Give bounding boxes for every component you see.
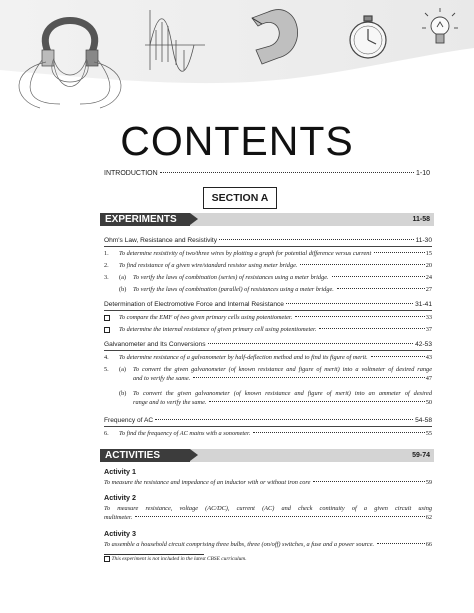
- dot-leader: [300, 264, 424, 265]
- entry-page: 59: [425, 479, 432, 486]
- entry-text-row: [119, 249, 432, 258]
- entry-number: 4.: [104, 354, 109, 361]
- entry-text: To find resistance of a given wire/standard resistor using meter bridge.: [119, 262, 298, 269]
- entry-text-row: [133, 374, 432, 383]
- entry-text-row: [119, 353, 432, 362]
- entry-number: 1.: [104, 250, 109, 257]
- entry-text: To assemble a household circuit comprising three bulbs, three (on/off) switches, a fuse and a power source.: [104, 541, 375, 548]
- footnote-rule: [104, 554, 204, 555]
- dot-leader: [219, 239, 414, 240]
- entry-page: 37: [425, 326, 432, 333]
- entry-text-row: [119, 325, 432, 334]
- group-pages: 54-58: [415, 417, 432, 424]
- divider: [104, 426, 432, 427]
- entry-text-row: [133, 273, 432, 282]
- toc-entry[interactable]: [104, 365, 432, 385]
- dot-leader: [286, 303, 413, 304]
- arrow-shape: [190, 449, 198, 461]
- entry-number: 6.: [104, 430, 109, 437]
- section-heading: SECTION A: [203, 187, 277, 209]
- group-heading[interactable]: [104, 237, 432, 244]
- entry-page: 55: [425, 430, 432, 437]
- arrow-shape: [190, 213, 198, 225]
- entry-text: To verify the laws of combination (series) of resistances using a meter bridge.: [133, 274, 329, 281]
- entry-text: To determine resistivity of two/three wires by plotting a graph for potential difference versus current: [119, 250, 372, 257]
- entry-text: To verify the laws of combination (parallel) of resistances using a meter bridge.: [133, 286, 334, 293]
- entry-page: 20: [425, 262, 432, 269]
- dot-leader: [135, 516, 425, 517]
- activities-label: ACTIVITIES: [100, 449, 190, 462]
- checkbox-icon: [104, 327, 110, 333]
- footnote: [104, 556, 247, 562]
- group-pages: 42-53: [415, 341, 432, 348]
- entry-page: 50: [425, 399, 432, 406]
- entry-number: 2.: [104, 262, 109, 269]
- entry-text: To compare the EMF of two given primary cells using potentiometer.: [119, 314, 293, 321]
- entry-text: To determine the internal resistance of given primary cell using potentiometer.: [119, 326, 317, 333]
- entry-page: 43: [425, 354, 432, 361]
- entry-text-line: To convert the given galvanometer (of known resistance and figure of merit) into a voltmeter of desired range: [133, 366, 432, 373]
- experiments-label: EXPERIMENTS: [100, 213, 190, 226]
- group-title: Frequency of AC: [104, 417, 154, 424]
- entry-text-row: [119, 261, 432, 270]
- physics-banner: [0, 0, 474, 110]
- entry-text-row: [133, 285, 432, 294]
- entry-sub-label: (a): [119, 274, 126, 281]
- activities-pages: 59-74: [412, 452, 430, 459]
- dot-leader: [371, 356, 425, 357]
- group-pages: 31-41: [415, 301, 432, 308]
- dot-leader: [253, 432, 424, 433]
- group-title: Galvanometer and Its Conversions: [104, 341, 206, 348]
- activity-entry[interactable]: [104, 504, 432, 522]
- dot-leader: [377, 543, 425, 544]
- dot-leader: [332, 276, 425, 277]
- entry-sub-label: (a): [119, 366, 126, 373]
- entry-text-row: [104, 478, 432, 487]
- group-title: Ohm's Law, Resistance and Resistivity: [104, 237, 218, 244]
- entry-text-row: [119, 313, 432, 322]
- entry-text-row: [119, 429, 432, 438]
- activity-heading: Activity 2: [104, 493, 136, 502]
- entry-page: 15: [425, 250, 432, 257]
- introduction-entry[interactable]: [104, 170, 430, 177]
- entry-text-row: [104, 540, 432, 549]
- checkbox-icon: [104, 315, 110, 321]
- activity-heading: Activity 1: [104, 467, 136, 476]
- entry-page: 66: [425, 541, 432, 548]
- checkbox-icon: [104, 556, 110, 562]
- entry-text-line: multimeter.: [104, 514, 133, 521]
- dot-leader: [337, 288, 425, 289]
- activity-entry[interactable]: [104, 540, 432, 549]
- entry-text: To measure the resistance and impedance of an inductor with or without iron core: [104, 479, 311, 486]
- entry-text-block: [133, 365, 432, 383]
- excluded-marker: [104, 313, 110, 324]
- entry-text-block: [133, 389, 432, 407]
- entry-number: 3.: [104, 274, 109, 281]
- excluded-marker: [104, 325, 110, 336]
- entry-text-line: To convert the given galvanometer (of known resistance and figure of merit) into an ammeter of desired: [133, 390, 432, 397]
- entry-sub-label: (b): [119, 390, 127, 397]
- group-pages: 11-30: [415, 237, 432, 244]
- page-title: CONTENTS: [120, 118, 354, 164]
- dot-leader: [160, 172, 414, 173]
- entry-text-line: range and to verify the same.: [133, 399, 207, 406]
- entry-page: 24: [425, 274, 432, 281]
- entry-text: To determine resistance of a galvanometer by half-deflection method and to find its figure of merit.: [119, 354, 368, 361]
- group-title: Determination of Electromotive Force and Internal Resistance: [104, 301, 284, 308]
- entry-text-line: and to verify the same.: [133, 375, 191, 382]
- activity-heading: Activity 3: [104, 529, 136, 538]
- dot-leader: [155, 419, 413, 420]
- entry-page: 27: [425, 286, 432, 293]
- experiments-bar: [100, 213, 434, 226]
- entry-sub-label: (b): [119, 286, 127, 293]
- entry-text-row: [104, 513, 432, 522]
- dot-leader: [319, 328, 424, 329]
- dot-leader: [313, 481, 424, 482]
- introduction-pages: 1-10: [415, 170, 430, 177]
- group-heading[interactable]: [104, 301, 432, 308]
- entry-text-line: To measure resistance, voltage (AC/DC), current (AC) and check continuity of a given circuit using: [104, 505, 432, 512]
- footnote-text: This experiment is not included in the latest CBSE curriculum.: [111, 556, 247, 562]
- dot-leader: [193, 377, 425, 378]
- entry-number: 5.: [104, 366, 109, 373]
- entry-text: To find the frequency of AC mains with a sonometer.: [119, 430, 251, 437]
- divider: [104, 310, 432, 311]
- divider: [104, 350, 432, 351]
- entry-text-row: [133, 398, 432, 407]
- group-heading[interactable]: [104, 341, 432, 348]
- introduction-label: INTRODUCTION: [104, 170, 158, 177]
- toc-entry[interactable]: [104, 389, 432, 409]
- dot-leader: [209, 401, 424, 402]
- entry-page: 62: [425, 514, 432, 521]
- experiments-pages: 11-58: [412, 216, 430, 223]
- entry-page: 33: [425, 314, 432, 321]
- dot-leader: [374, 252, 425, 253]
- divider: [104, 246, 432, 247]
- dot-leader: [295, 316, 425, 317]
- entry-page: 47: [425, 375, 432, 382]
- activity-entry[interactable]: [104, 478, 432, 487]
- group-heading[interactable]: [104, 417, 432, 424]
- dot-leader: [208, 343, 414, 344]
- activities-bar: [100, 449, 434, 462]
